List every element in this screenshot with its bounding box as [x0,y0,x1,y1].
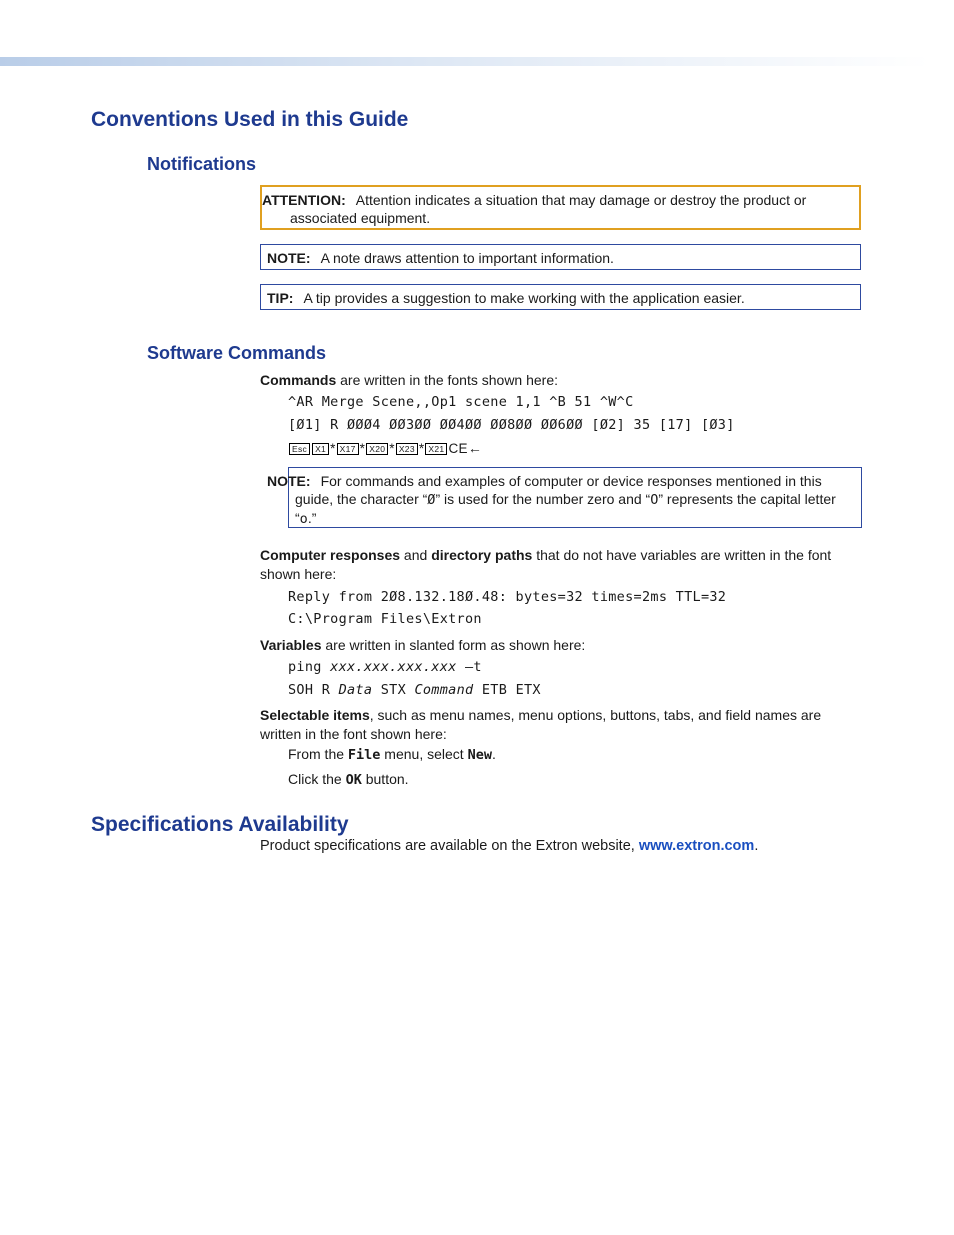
text: button. [361,771,409,787]
response-example-2: C:\Program Files\Extron [288,611,482,627]
section-title-conventions: Conventions Used in this Guide [91,108,409,131]
command-example-3 [288,440,482,456]
asterisk: * [330,441,336,456]
tip-text: A tip provides a suggestion to make working with the application easier. [303,290,745,306]
subsection-title-notifications: Notifications [147,154,257,174]
specs-period: . [754,838,759,854]
attention-box [260,185,861,230]
commands-note-box [267,467,862,528]
file-menu-name: File [347,747,381,763]
commands-intro [260,371,860,390]
ok-button-name: OK [345,772,362,788]
responses-bold-1: Computer responses [260,547,401,563]
text: Click the [288,771,346,787]
response-example-1: Reply from 2Ø8.132.18Ø.48: bytes=32 times=2ms TTL=32 [288,589,727,605]
soh-data-variable: Data [338,682,373,698]
ping-variable: xxx.xxx.xxx.xxx [330,659,457,675]
responses-rest: that do not have variables are written in the font shown here: [260,547,832,582]
variables-bold: Variables [260,637,322,653]
soh-suffix: ETB ETX [473,682,541,698]
key-x20: X20 [366,443,388,455]
selectable-example-1 [288,746,496,763]
tip-label: TIP: [267,290,294,306]
note-text: A note draws attention to important information. [320,250,614,266]
commands-note-text: .” [307,510,317,526]
extron-website-link[interactable]: www.extron.com [638,838,755,854]
commands-intro-rest: are written in the fonts shown here: [336,372,559,388]
specs-text [260,837,860,856]
enter-arrow-icon: ← [467,440,483,456]
key-x21: X21 [425,443,447,455]
attention-text: Attention indicates a situation that may damage or destroy the product or associated equipment. [290,192,807,226]
responses-and: and [400,547,432,563]
command-example-2: [Ø1] R ØØØ4 ØØ3ØØ ØØ4ØØ ØØ8ØØ ØØ6ØØ [Ø2] 35 [17] [Ø3] [288,417,735,433]
commands-note-text: ” represents the capital letter “ [295,491,836,526]
asterisk: * [389,441,395,456]
variables-rest: are written in slanted form as shown here: [321,637,586,653]
subsection-title-software-commands: Software Commands [147,343,327,363]
text: menu, select [380,746,468,762]
key-x1: X1 [312,443,329,455]
command-tail: CE [448,441,468,456]
zero-glyph: Ø [427,492,436,508]
variables-intro [260,636,860,655]
command-example-1: ^AR Merge Scene,,Op1 scene 1,1 ^B 51 ^W^C [288,394,634,410]
asterisk: * [359,441,366,456]
soh-stx: STX [372,682,415,698]
soh-command-variable: Command [414,682,474,698]
tip-box [260,284,861,310]
selectable-rest: , such as menu names, menu options, buttons, tabs, and field names are written in the font shown here: [260,707,822,742]
new-menu-item: New [467,747,492,763]
selectable-example-2 [288,771,409,788]
key-x17: X17 [337,443,359,455]
header-gradient-bar [0,57,930,66]
variable-example-1 [288,659,482,675]
responses-bold-2: directory paths [431,547,533,563]
text: . [491,746,496,762]
text: From the [288,746,348,762]
key-x23: X23 [396,443,418,455]
key-esc: Esc [289,443,310,455]
specs-sentence: Product specifications are available on the Extron website, [260,838,639,854]
variable-example-2 [288,682,541,698]
responses-intro [260,546,860,584]
note-label: NOTE: [267,250,311,266]
commands-intro-bold: Commands [260,372,337,388]
letter-o-glyph: o [299,511,308,527]
commands-note-label: NOTE: [267,473,311,489]
note-box [260,244,861,270]
ping-command: ping [288,659,331,675]
ping-flag: —t [456,659,482,675]
selectable-intro [260,706,860,744]
selectable-bold: Selectable items [260,707,370,723]
section-title-specifications: Specifications Availability [91,813,349,836]
capital-o-glyph: O [650,492,659,508]
commands-note-text: ” is used for the number zero and “ [435,491,651,507]
commands-note-text: For commands and examples of computer or device responses mentioned in this guide, the character “ [295,473,822,507]
attention-label: ATTENTION: [262,192,346,208]
asterisk: * [418,441,425,456]
soh-prefix: SOH R [288,682,339,698]
